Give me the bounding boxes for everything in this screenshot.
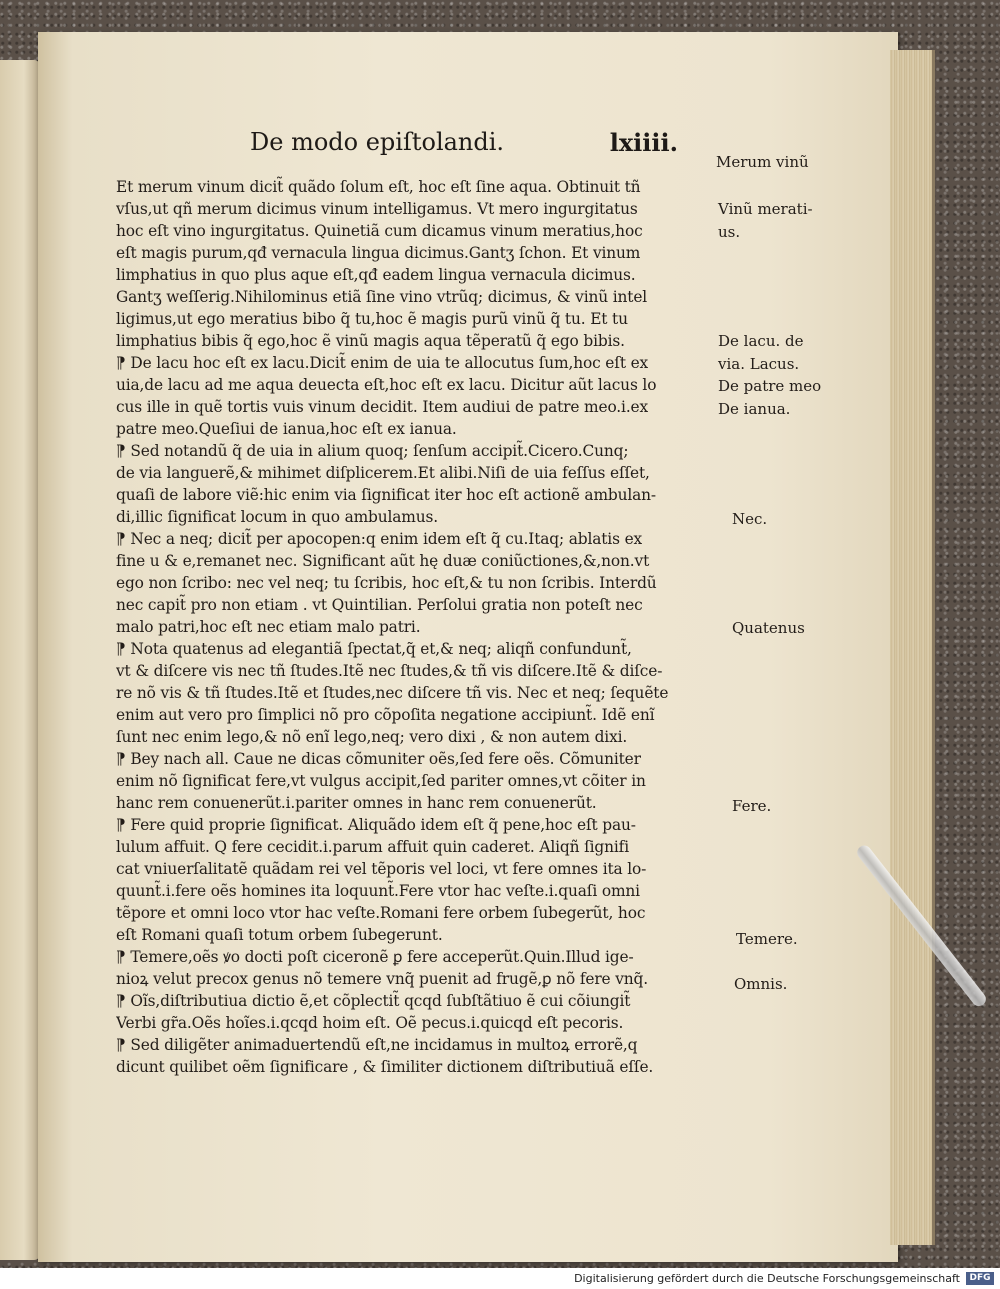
text-line: de via languerẽ,& mihimet diſplicerem.Et alibi.Niſi de uia feſſus eſſet, [116, 464, 650, 482]
text-line: dicunt quilibet oẽm ſignificare , & ſimiliter dictionem diſtributiuã eſſe. [116, 1058, 654, 1076]
margin-note-omnis: Omnis. [734, 975, 788, 993]
text-line: quaſi de labore viẽ:hic enim via ſignificat iter hoc eſt actionẽ ambulan- [116, 486, 656, 504]
text-line: di,illic ſignificat locum in quo ambulamus. [116, 508, 438, 526]
left-page-edge [0, 60, 40, 1260]
text-line: limphatius bibis q̃ ego,hoc ẽ vinũ magis aqua tẽperatũ q̃ ego bibis. [116, 332, 625, 350]
text-line: ⁋ Sed diligẽter animaduertendũ eſt,ne incidamus in multoꝝ errorẽ,q [116, 1036, 638, 1054]
text-line: ⁋ Bey nach all. Caue ne dicas cõmuniter oẽs,ſed fere oẽs. Cõmuniter [116, 750, 641, 768]
margin-note-patre: De patre meo [718, 377, 822, 395]
margin-note-lacus: via. Lacus. [718, 355, 800, 373]
running-title: De modo epiſtolandi. [250, 128, 505, 156]
text-line: limphatius in quo plus aque eſt,qđ eadem lingua vernacula dicimus. [116, 266, 636, 284]
text-line: ⁋ De lacu hoc eſt ex lacu.Dicit̃ enim de uia te allocutus ſum,hoc eſt ex [116, 354, 649, 372]
text-line: quunt̃.i.fere oẽs homines ita loquunt̃.Fere vtor hac veſte.i.quaſi omni [116, 882, 640, 900]
margin-note-temere: Temere. [736, 930, 798, 948]
text-line: ⁋ Fere quid proprie ſignificat. Aliquãdo idem eſt q̃ pene,hoc eſt pau- [116, 816, 636, 834]
margin-note-fere: Fere. [732, 797, 772, 815]
text-line: nioꝝ velut precox genus nõ temere vnq̃ puenit ad frugẽ,ꝑ nõ fere vnq̃. [116, 970, 648, 988]
text-line: Verbi gr̃a.Oẽs hoĩes.i.qcqd hoim eſt. Oẽ pecus.i.quicqd eſt pecoris. [116, 1014, 624, 1032]
text-line: lulum affuit. Q fere cecidit.i.parum affuit quin caderet. Aliqñ ſignifi [116, 838, 629, 856]
running-header [250, 128, 690, 168]
text-line: vt & diſcere vis nec tñ ſtudes.Itẽ nec ſtudes,& tñ vis diſcere.Itẽ & diſce- [116, 662, 663, 680]
margin-note-meratius: Vinũ merati- [718, 200, 813, 218]
text-line: enim aut vero pro ſimplici nõ pro cõpoſita negatione accipiunt̃. Idẽ enĩ [116, 706, 655, 724]
text-line: re nõ vis & tñ ſtudes.Itẽ et ſtudes,nec diſcere tñ vis. Nec et neq; ſequẽte [116, 684, 669, 702]
margin-note-nec: Nec. [732, 510, 768, 528]
text-line: ⁋ Oĩs,diſtributiua dictio ẽ,et cõplectit̃ qcqd ſubſtãtiuo ẽ cui cõiungit̃ [116, 992, 631, 1010]
text-line: eſt magis purum,qđ vernacula lingua dicimus.Gantʒ ſchon. Et vinum [116, 244, 641, 262]
margin-note-merum: Merum vinũ [716, 153, 809, 171]
text-line: hoc eſt vino ingurgitatus. Quinetiã cum dicamus vinum meratius,hoc [116, 222, 643, 240]
funding-credit: Digitalisierung gefördert durch die Deutsche Forschungsgemeinschaft [574, 1272, 960, 1285]
margin-note-quatenus: Quatenus [732, 619, 805, 637]
text-line: enim nõ ſignificat fere,vt vulgus accipit,ſed pariter omnes,vt cõiter in [116, 772, 646, 790]
text-line: uia,de lacu ad me aqua deuecta eſt,hoc eſt ex lacu. Dicitur aũt lacus lo [116, 376, 657, 394]
text-line: vſus,ut qñ merum dicimus vinum intelligamus. Vt mero ingurgitatus [116, 200, 638, 218]
text-line: cus ille in quẽ tortis vuis vinum decidit. Item audiui de patre meo.i.ex [116, 398, 649, 416]
text-line: nec capit̃ pro non etiam . vt Quintilian. Perſolui gratia non poteſt nec [116, 596, 643, 614]
text-line: ego non ſcribo: nec vel neq; tu ſcribis, hoc eſt,& tu non ſcribis. Interdũ [116, 574, 657, 592]
text-line: ⁋ Nec a neq; dicit̃ per apocopen:q enim idem eſt q̃ cu.Itaq; ablatis ex [116, 530, 643, 548]
text-line: ſunt nec enim lego,& nõ enĩ lego,neq; vero dixi , & non autem dixi. [116, 728, 628, 746]
text-line: Gantʒ weſſerig.Nihilominus etiã ſine vino vtrũq; dicimus, & vinũ intel [116, 288, 648, 306]
margin-note-meratius-cont: us. [718, 223, 741, 241]
text-line: ⁋ Temere,oẽs ꝟo docti poſt ciceronẽ ꝑ fere acceperũt.Quin.Illud ige- [116, 948, 634, 966]
text-line: patre meo.Queſiui de ianua,hoc eſt ex ianua. [116, 420, 457, 438]
main-text-block [116, 176, 712, 1078]
text-line: cat vniuerſalitatẽ quãdam rei vel tẽporis vel loci, vt fere omnes ita lo- [116, 860, 647, 878]
text-line: Et merum vinum dicit̃ quãdo ſolum eſt, hoc eſt ſine aqua. Obtinuit tñ [116, 178, 641, 196]
text-line: tẽpore et omni loco vtor hac veſte.Romani fere orbem ſubegerũt, hoc [116, 904, 646, 922]
text-line: fine u & e,remanet nec. Significant aũt hę duæ coniũctiones,&,non.vt [116, 552, 650, 570]
text-line: ligimus,ut ego meratius bibo q̃ tu,hoc ẽ magis purũ vinũ q̃ tu. Et tu [116, 310, 628, 328]
page-stack-edge [890, 50, 935, 1245]
text-line: ⁋ Nota quatenus ad elegantiã ſpectat,q̃ et,& neq; aliqñ confundunt̃, [116, 640, 632, 658]
folio-number: lxiiii. [609, 128, 678, 157]
text-line: hanc rem conuenerũt.i.pariter omnes in hanc rem conuenerũt. [116, 794, 597, 812]
margin-note-lacu: De lacu. de [718, 332, 804, 350]
dfg-logo-icon: DFG [966, 1272, 994, 1285]
margin-note-ianua: De ianua. [718, 400, 791, 418]
footer-bar [0, 1268, 1000, 1289]
text-line: ⁋ Sed notandũ q̃ de uia in alium quoq; ſenſum accipit̃.Cicero.Cunq; [116, 442, 629, 460]
text-line: malo patri,hoc eſt nec etiam malo patri. [116, 618, 421, 636]
text-line: eſt Romani quaſi totum orbem ſubegerunt. [116, 926, 443, 944]
